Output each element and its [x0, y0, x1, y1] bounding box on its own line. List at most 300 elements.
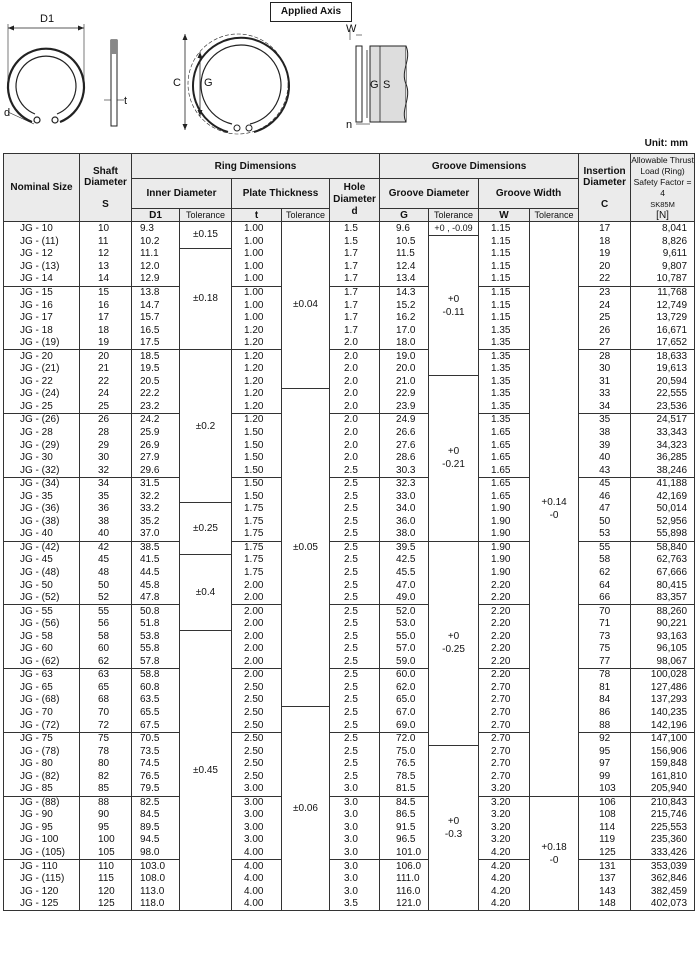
header-plate-thickness: Plate Thickness: [232, 179, 330, 209]
nominal-size-cell: JG - 120: [4, 885, 80, 898]
nominal-size-cell: JG - 16: [4, 299, 80, 312]
insertion-diameter-cell: 148: [579, 898, 631, 911]
insertion-diameter-cell: 58: [579, 554, 631, 567]
groove-width-cell: 2.20: [479, 605, 530, 618]
inner-diameter-cell: 98.0: [132, 847, 180, 860]
allowable-thrust-load-cell: 402,073: [631, 898, 695, 911]
table-row: [4, 707, 695, 720]
groove-width-cell: 2.70: [479, 694, 530, 707]
hole-diameter-cell: 3.0: [330, 809, 380, 822]
table-row: [4, 834, 695, 847]
hole-diameter-cell: 2.5: [330, 745, 380, 758]
shaft-diameter-cell: 55: [80, 605, 132, 618]
inner-diameter-cell: 17.5: [132, 337, 180, 350]
inner-diameter-cell: 94.5: [132, 834, 180, 847]
groove-diameter-cell: 60.0: [380, 669, 429, 682]
groove-width-cell: 2.20: [479, 579, 530, 592]
shaft-diameter-cell: 24: [80, 388, 132, 401]
table-row: [4, 745, 695, 758]
hole-diameter-cell: 2.5: [330, 719, 380, 732]
shaft-diameter-cell: 65: [80, 682, 132, 695]
plate-thickness-cell: 2.50: [232, 707, 282, 720]
shaft-diameter-cell: 35: [80, 490, 132, 503]
insertion-diameter-cell: 47: [579, 503, 631, 516]
shaft-diameter-cell: 110: [80, 860, 132, 873]
nominal-size-cell: JG - 25: [4, 401, 80, 414]
inner-diameter-cell: 63.5: [132, 694, 180, 707]
nominal-size-cell: JG - 65: [4, 682, 80, 695]
nominal-size-cell: JG - 60: [4, 643, 80, 656]
hole-diameter-cell: 2.5: [330, 694, 380, 707]
nominal-size-cell: JG - 30: [4, 452, 80, 465]
hole-diameter-cell: 3.0: [330, 873, 380, 886]
shaft-diameter-cell: 45: [80, 554, 132, 567]
allowable-thrust-load-cell: 41,188: [631, 477, 695, 490]
shaft-diameter-cell: 62: [80, 656, 132, 669]
allowable-thrust-load-cell: 235,360: [631, 834, 695, 847]
table-row: [4, 222, 695, 236]
shaft-diameter-cell: 75: [80, 732, 132, 745]
table-row: [4, 682, 695, 695]
groove-diameter-cell: 65.0: [380, 694, 429, 707]
inner-diameter-cell: 10.2: [132, 236, 180, 249]
ring-side-view: [104, 40, 127, 126]
inner-diameter-cell: 45.8: [132, 579, 180, 592]
insertion-diameter-cell: 19: [579, 248, 631, 261]
insertion-diameter-cell: 18: [579, 236, 631, 249]
groove-diameter-cell: 19.0: [380, 350, 429, 363]
plate-thickness-cell: 1.50: [232, 464, 282, 477]
hole-diameter-cell: 2.0: [330, 439, 380, 452]
inner-diameter-cell: 24.2: [132, 414, 180, 427]
insertion-diameter-cell: 26: [579, 324, 631, 337]
shaft-diameter-cell: 95: [80, 822, 132, 835]
groove-width-cell: 1.15: [479, 299, 530, 312]
plate-thickness-tolerance-cell: ±0.06: [282, 707, 330, 911]
table-row: [4, 732, 695, 745]
groove-diameter-cell: 16.2: [380, 312, 429, 325]
insertion-diameter-cell: 81: [579, 682, 631, 695]
plate-thickness-cell: 2.50: [232, 682, 282, 695]
table-row: [4, 286, 695, 299]
inner-diameter-cell: 33.2: [132, 503, 180, 516]
groove-width-cell: 1.35: [479, 388, 530, 401]
nominal-size-cell: JG - 55: [4, 605, 80, 618]
insertion-diameter-cell: 53: [579, 528, 631, 541]
hole-diameter-cell: 2.5: [330, 643, 380, 656]
insertion-diameter-cell: 77: [579, 656, 631, 669]
inner-diameter-tolerance-cell: ±0.18: [180, 248, 232, 350]
allowable-thrust-load-cell: 9,611: [631, 248, 695, 261]
hole-diameter-cell: 2.5: [330, 605, 380, 618]
nominal-size-cell: JG - (24): [4, 388, 80, 401]
table-row: [4, 477, 695, 490]
nominal-size-cell: JG - (72): [4, 719, 80, 732]
hole-diameter-cell: 1.5: [330, 222, 380, 236]
nominal-size-cell: JG - 50: [4, 579, 80, 592]
shaft-diameter-cell: 13: [80, 261, 132, 274]
plate-thickness-cell: 4.00: [232, 847, 282, 860]
inner-diameter-cell: 15.7: [132, 312, 180, 325]
plate-thickness-tolerance-cell: ±0.05: [282, 388, 330, 707]
shaft-diameter-cell: 14: [80, 273, 132, 286]
groove-diameter-cell: 14.3: [380, 286, 429, 299]
shaft-diameter-cell: 78: [80, 745, 132, 758]
plate-thickness-cell: 1.00: [232, 286, 282, 299]
inner-diameter-cell: 35.2: [132, 516, 180, 529]
shaft-diameter-cell: 105: [80, 847, 132, 860]
hole-diameter-cell: 2.5: [330, 592, 380, 605]
nominal-size-cell: JG - 20: [4, 350, 80, 363]
groove-width-cell: 2.20: [479, 669, 530, 682]
sym-w: W: [479, 209, 530, 222]
allowable-thrust-load-cell: 98,067: [631, 656, 695, 669]
shaft-diameter-cell: 48: [80, 567, 132, 580]
table-row: [4, 490, 695, 503]
groove-diameter-cell: 111.0: [380, 873, 429, 886]
applied-axis-label: Applied Axis: [270, 2, 352, 22]
hole-diameter-cell: 2.5: [330, 630, 380, 643]
retaining-ring-diagrams: [0, 0, 700, 150]
table-row: [4, 464, 695, 477]
groove-width-cell: 2.70: [479, 758, 530, 771]
shaft-diameter-cell: 115: [80, 873, 132, 886]
groove-diameter-cell: 38.0: [380, 528, 429, 541]
insertion-diameter-cell: 35: [579, 414, 631, 427]
allowable-thrust-load-cell: 8,041: [631, 222, 695, 236]
allowable-thrust-load-cell: 90,221: [631, 618, 695, 631]
groove-diameter-cell: 23.9: [380, 401, 429, 414]
hole-diameter-cell: 1.7: [330, 312, 380, 325]
inner-diameter-cell: 27.9: [132, 452, 180, 465]
hole-diameter-cell: 2.5: [330, 503, 380, 516]
shaft-diameter-cell: 90: [80, 809, 132, 822]
allowable-thrust-load-cell: 210,843: [631, 796, 695, 809]
groove-diameter-cell: 21.0: [380, 376, 429, 389]
groove-width-cell: 4.20: [479, 873, 530, 886]
table-row: [4, 337, 695, 350]
hole-diameter-cell: 2.5: [330, 516, 380, 529]
plate-thickness-cell: 1.75: [232, 503, 282, 516]
plate-thickness-cell: 2.00: [232, 669, 282, 682]
insertion-diameter-cell: 22: [579, 273, 631, 286]
nominal-size-cell: JG - 90: [4, 809, 80, 822]
label-n: n: [346, 119, 353, 131]
plate-thickness-cell: 1.75: [232, 541, 282, 554]
groove-width-cell: 1.90: [479, 516, 530, 529]
insertion-diameter-cell: 86: [579, 707, 631, 720]
inner-diameter-cell: 70.5: [132, 732, 180, 745]
nominal-size-cell: JG - 95: [4, 822, 80, 835]
groove-width-cell: 3.20: [479, 783, 530, 796]
shaft-diameter-cell: 56: [80, 618, 132, 631]
allowable-thrust-load-cell: 83,357: [631, 592, 695, 605]
hole-diameter-cell: 1.7: [330, 324, 380, 337]
inner-diameter-cell: 57.8: [132, 656, 180, 669]
table-row: [4, 414, 695, 427]
table-row: [4, 796, 695, 809]
nominal-size-cell: JG - 40: [4, 528, 80, 541]
groove-width-cell: 1.35: [479, 401, 530, 414]
nominal-size-cell: JG - 15: [4, 286, 80, 299]
table-row: [4, 503, 695, 516]
groove-diameter-cell: 15.2: [380, 299, 429, 312]
plate-thickness-cell: 1.20: [232, 350, 282, 363]
nominal-size-cell: JG - (36): [4, 503, 80, 516]
header-insertion-diameter: Insertion Diameter C: [579, 154, 631, 222]
allowable-thrust-load-cell: 12,749: [631, 299, 695, 312]
groove-diameter-cell: 10.5: [380, 236, 429, 249]
allowable-thrust-load-cell: 161,810: [631, 770, 695, 783]
plate-thickness-cell: 1.75: [232, 554, 282, 567]
inner-diameter-cell: 47.8: [132, 592, 180, 605]
plate-thickness-cell: 2.50: [232, 745, 282, 758]
shaft-diameter-cell: 88: [80, 796, 132, 809]
shaft-diameter-cell: 30: [80, 452, 132, 465]
groove-diameter-cell: 69.0: [380, 719, 429, 732]
hole-diameter-cell: 2.5: [330, 707, 380, 720]
inner-diameter-cell: 9.3: [132, 222, 180, 236]
shaft-diameter-cell: 18: [80, 324, 132, 337]
header-groove-dimensions: Groove Dimensions: [380, 154, 579, 179]
shaft-diameter-cell: 60: [80, 643, 132, 656]
inner-diameter-cell: 51.8: [132, 618, 180, 631]
hole-diameter-cell: 2.5: [330, 618, 380, 631]
groove-diameter-tolerance-cell: +0 -0.25: [429, 541, 479, 745]
header-hole-diameter: Hole Diameter d: [330, 179, 380, 222]
allowable-thrust-load-cell: 142,196: [631, 719, 695, 732]
inner-diameter-cell: 12.9: [132, 273, 180, 286]
allowable-thrust-load-cell: 23,536: [631, 401, 695, 414]
allowable-thrust-load-cell: 11,768: [631, 286, 695, 299]
groove-diameter-cell: 33.0: [380, 490, 429, 503]
groove-width-cell: 2.20: [479, 618, 530, 631]
hole-diameter-cell: 2.5: [330, 528, 380, 541]
inner-diameter-cell: 22.2: [132, 388, 180, 401]
hole-diameter-cell: 2.5: [330, 567, 380, 580]
groove-width-cell: 4.20: [479, 847, 530, 860]
shaft-diameter-cell: 25: [80, 401, 132, 414]
table-row: [4, 363, 695, 376]
hole-diameter-cell: 3.0: [330, 834, 380, 847]
inner-diameter-cell: 32.2: [132, 490, 180, 503]
insertion-diameter-cell: 66: [579, 592, 631, 605]
groove-front-view: [173, 34, 289, 134]
groove-width-cell: 1.90: [479, 554, 530, 567]
groove-width-cell: 1.35: [479, 363, 530, 376]
table-row: [4, 860, 695, 873]
allowable-thrust-load-cell: 225,553: [631, 822, 695, 835]
insertion-diameter-cell: 33: [579, 388, 631, 401]
groove-diameter-cell: 13.4: [380, 273, 429, 286]
insertion-diameter-cell: 92: [579, 732, 631, 745]
nominal-size-cell: JG - (78): [4, 745, 80, 758]
table-row: [4, 401, 695, 414]
label-s: S: [383, 79, 391, 91]
nominal-size-cell: JG - 75: [4, 732, 80, 745]
hole-diameter-cell: 1.5: [330, 236, 380, 249]
groove-diameter-cell: 75.0: [380, 745, 429, 758]
plate-thickness-cell: 1.00: [232, 273, 282, 286]
insertion-diameter-cell: 143: [579, 885, 631, 898]
allowable-thrust-load-cell: 17,652: [631, 337, 695, 350]
sym-g: G: [380, 209, 429, 222]
groove-width-tolerance-cell: +0.14 -0: [530, 222, 579, 797]
insertion-diameter-cell: 17: [579, 222, 631, 236]
spec-table-body: [4, 222, 695, 911]
label-d: d: [4, 107, 11, 119]
shaft-diameter-cell: 38: [80, 516, 132, 529]
sym-d1: D1: [132, 209, 180, 222]
groove-diameter-cell: 22.9: [380, 388, 429, 401]
plate-thickness-cell: 1.20: [232, 337, 282, 350]
groove-diameter-cell: 86.5: [380, 809, 429, 822]
inner-diameter-cell: 67.5: [132, 719, 180, 732]
groove-diameter-cell: 42.5: [380, 554, 429, 567]
groove-diameter-cell: 57.0: [380, 643, 429, 656]
table-row: [4, 694, 695, 707]
insertion-diameter-cell: 34: [579, 401, 631, 414]
groove-diameter-cell: 28.6: [380, 452, 429, 465]
plate-thickness-cell: 1.20: [232, 324, 282, 337]
header-groove-diameter: Groove Diameter: [380, 179, 479, 209]
inner-diameter-cell: 50.8: [132, 605, 180, 618]
table-row: [4, 299, 695, 312]
insertion-diameter-cell: 70: [579, 605, 631, 618]
shaft-diameter-cell: 16: [80, 299, 132, 312]
inner-diameter-cell: 118.0: [132, 898, 180, 911]
shaft-diameter-cell: 70: [80, 707, 132, 720]
allowable-thrust-load-cell: 127,486: [631, 682, 695, 695]
header-nominal-size: Nominal Size: [4, 154, 80, 222]
shaft-diameter-cell: 100: [80, 834, 132, 847]
groove-diameter-cell: 72.0: [380, 732, 429, 745]
insertion-diameter-cell: 73: [579, 630, 631, 643]
groove-diameter-cell: 101.0: [380, 847, 429, 860]
plate-thickness-cell: 2.00: [232, 656, 282, 669]
nominal-size-cell: JG - (32): [4, 464, 80, 477]
nominal-size-cell: JG - 10: [4, 222, 80, 236]
insertion-diameter-cell: 88: [579, 719, 631, 732]
allowable-thrust-load-cell: 42,169: [631, 490, 695, 503]
allowable-thrust-load-cell: 55,898: [631, 528, 695, 541]
groove-diameter-cell: 55.0: [380, 630, 429, 643]
label-c: C: [173, 77, 181, 89]
plate-thickness-cell: 2.00: [232, 630, 282, 643]
groove-width-cell: 1.15: [479, 312, 530, 325]
sym-tolerance-inner: Tolerance: [180, 209, 232, 222]
table-row: [4, 273, 695, 286]
shaft-diameter-cell: 125: [80, 898, 132, 911]
allowable-thrust-load-cell: 38,246: [631, 464, 695, 477]
groove-diameter-cell: 20.0: [380, 363, 429, 376]
inner-diameter-cell: 44.5: [132, 567, 180, 580]
groove-diameter-tolerance-cell: +0 -0.3: [429, 745, 479, 911]
plate-thickness-cell: 1.20: [232, 414, 282, 427]
groove-diameter-cell: 47.0: [380, 579, 429, 592]
allowable-thrust-load-cell: 140,235: [631, 707, 695, 720]
plate-thickness-cell: 3.00: [232, 783, 282, 796]
insertion-diameter-cell: 28: [579, 350, 631, 363]
shaft-diameter-cell: 42: [80, 541, 132, 554]
plate-thickness-tolerance-cell: ±0.04: [282, 222, 330, 389]
insertion-diameter-cell: 75: [579, 643, 631, 656]
groove-width-cell: 2.70: [479, 732, 530, 745]
groove-width-cell: 1.35: [479, 324, 530, 337]
shaft-diameter-cell: 82: [80, 770, 132, 783]
inner-diameter-tolerance-cell: ±0.45: [180, 630, 232, 911]
allowable-thrust-load-cell: 22,555: [631, 388, 695, 401]
header-groove-width: Groove Width: [479, 179, 579, 209]
insertion-diameter-cell: 23: [579, 286, 631, 299]
nominal-size-cell: JG - (42): [4, 541, 80, 554]
nominal-size-cell: JG - (68): [4, 694, 80, 707]
hole-diameter-cell: 1.7: [330, 299, 380, 312]
inner-diameter-cell: 20.5: [132, 376, 180, 389]
table-row: [4, 554, 695, 567]
header-inner-diameter: Inner Diameter: [132, 179, 232, 209]
groove-width-cell: 1.15: [479, 222, 530, 236]
groove-diameter-cell: 67.0: [380, 707, 429, 720]
allowable-thrust-load-cell: 88,260: [631, 605, 695, 618]
table-row: [4, 719, 695, 732]
allowable-thrust-load-cell: 50,014: [631, 503, 695, 516]
inner-diameter-cell: 14.7: [132, 299, 180, 312]
allowable-thrust-load-cell: 19,613: [631, 363, 695, 376]
nominal-size-cell: JG - 12: [4, 248, 80, 261]
groove-width-cell: 1.65: [479, 464, 530, 477]
inner-diameter-cell: 103.0: [132, 860, 180, 873]
nominal-size-cell: JG - (105): [4, 847, 80, 860]
groove-width-cell: 1.15: [479, 236, 530, 249]
groove-diameter-cell: 32.3: [380, 477, 429, 490]
groove-width-cell: 1.35: [479, 376, 530, 389]
table-row: [4, 605, 695, 618]
inner-diameter-tolerance-cell: ±0.25: [180, 503, 232, 554]
groove-diameter-cell: 91.5: [380, 822, 429, 835]
nominal-size-cell: JG - (62): [4, 656, 80, 669]
hole-diameter-cell: 3.5: [330, 898, 380, 911]
groove-diameter-cell: 78.5: [380, 770, 429, 783]
hole-diameter-cell: 2.0: [330, 414, 380, 427]
hole-diameter-cell: 2.0: [330, 337, 380, 350]
inner-diameter-cell: 74.5: [132, 758, 180, 771]
groove-diameter-cell: 18.0: [380, 337, 429, 350]
groove-width-cell: 2.70: [479, 719, 530, 732]
shaft-diameter-cell: 58: [80, 630, 132, 643]
nominal-size-cell: JG - (21): [4, 363, 80, 376]
insertion-diameter-cell: 71: [579, 618, 631, 631]
groove-diameter-cell: 45.5: [380, 567, 429, 580]
inner-diameter-cell: 58.8: [132, 669, 180, 682]
hole-diameter-cell: 3.0: [330, 783, 380, 796]
inner-diameter-cell: 19.5: [132, 363, 180, 376]
groove-width-cell: 1.65: [479, 490, 530, 503]
hole-diameter-cell: 2.0: [330, 401, 380, 414]
plate-thickness-cell: 1.00: [232, 248, 282, 261]
plate-thickness-cell: 1.50: [232, 439, 282, 452]
allowable-thrust-load-cell: 382,459: [631, 885, 695, 898]
groove-width-cell: 4.20: [479, 885, 530, 898]
table-row: [4, 630, 695, 643]
groove-width-tolerance-cell: +0.18 -0: [530, 796, 579, 911]
groove-width-cell: 2.20: [479, 656, 530, 669]
groove-diameter-cell: 12.4: [380, 261, 429, 274]
hole-diameter-cell: 1.7: [330, 286, 380, 299]
nominal-size-cell: JG - (56): [4, 618, 80, 631]
plate-thickness-cell: 2.00: [232, 643, 282, 656]
allowable-thrust-load-cell: 353,039: [631, 860, 695, 873]
